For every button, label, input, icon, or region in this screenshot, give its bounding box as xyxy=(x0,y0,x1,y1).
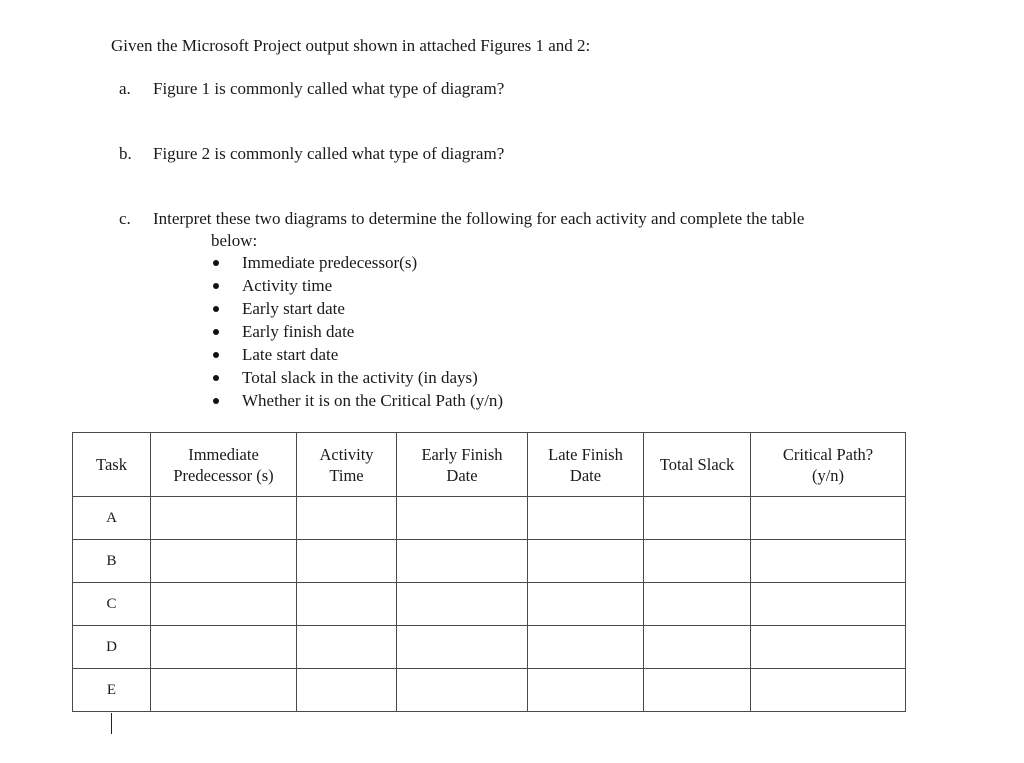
activity-time-cell[interactable] xyxy=(297,497,397,540)
total-slack-cell[interactable] xyxy=(644,583,751,626)
table-row xyxy=(73,497,906,540)
list-item: Late start date xyxy=(211,345,503,368)
task-cell: E xyxy=(73,669,151,712)
table-row xyxy=(73,669,906,712)
header-activity-time: Activity Time xyxy=(297,433,397,497)
early-finish-cell[interactable] xyxy=(397,626,528,669)
answer-table xyxy=(72,432,906,712)
intro-text: Given the Microsoft Project output shown in attached Figures 1 and 2: xyxy=(111,36,591,55)
total-slack-cell[interactable] xyxy=(644,540,751,583)
activity-time-cell[interactable] xyxy=(297,583,397,626)
question-a-text: Figure 1 is commonly called what type of diagram? xyxy=(153,79,505,98)
task-cell: A xyxy=(73,497,151,540)
task-cell: C xyxy=(73,583,151,626)
critical-path-cell[interactable] xyxy=(751,583,906,626)
header-early-finish: Early Finish Date xyxy=(397,433,528,497)
predecessor-cell[interactable] xyxy=(151,583,297,626)
question-a-letter: a. xyxy=(119,79,131,98)
list-item: Activity time xyxy=(211,276,503,299)
total-slack-cell[interactable] xyxy=(644,626,751,669)
total-slack-cell[interactable] xyxy=(644,497,751,540)
task-cell: B xyxy=(73,540,151,583)
activity-time-cell[interactable] xyxy=(297,540,397,583)
question-c-text: Interpret these two diagrams to determine the following for each activity and complete the table xyxy=(153,209,805,228)
question-c-continuation: below: xyxy=(211,231,258,250)
total-slack-cell[interactable] xyxy=(644,669,751,712)
predecessor-cell[interactable] xyxy=(151,497,297,540)
question-c-letter: c. xyxy=(119,209,131,228)
activity-time-cell[interactable] xyxy=(297,626,397,669)
predecessor-cell[interactable] xyxy=(151,669,297,712)
critical-path-cell[interactable] xyxy=(751,540,906,583)
header-task: Task xyxy=(73,433,151,497)
list-item: Whether it is on the Critical Path (y/n) xyxy=(211,391,503,414)
late-finish-cell[interactable] xyxy=(528,540,644,583)
task-cell: D xyxy=(73,626,151,669)
early-finish-cell[interactable] xyxy=(397,583,528,626)
late-finish-cell[interactable] xyxy=(528,669,644,712)
text-cursor xyxy=(111,713,112,734)
list-item: Immediate predecessor(s) xyxy=(211,253,503,276)
requirements-list xyxy=(211,253,503,414)
table-row xyxy=(73,540,906,583)
predecessor-cell[interactable] xyxy=(151,626,297,669)
late-finish-cell[interactable] xyxy=(528,583,644,626)
table-row xyxy=(73,583,906,626)
header-immediate-predecessor: Immediate Predecessor (s) xyxy=(151,433,297,497)
question-b-letter: b. xyxy=(119,144,132,163)
activity-time-cell[interactable] xyxy=(297,669,397,712)
early-finish-cell[interactable] xyxy=(397,540,528,583)
early-finish-cell[interactable] xyxy=(397,497,528,540)
table-row xyxy=(73,626,906,669)
list-item: Total slack in the activity (in days) xyxy=(211,368,503,391)
header-total-slack: Total Slack xyxy=(644,433,751,497)
predecessor-cell[interactable] xyxy=(151,540,297,583)
critical-path-cell[interactable] xyxy=(751,669,906,712)
early-finish-cell[interactable] xyxy=(397,669,528,712)
question-b-text: Figure 2 is commonly called what type of diagram? xyxy=(153,144,505,163)
header-late-finish: Late Finish Date xyxy=(528,433,644,497)
critical-path-cell[interactable] xyxy=(751,626,906,669)
list-item: Early start date xyxy=(211,299,503,322)
late-finish-cell[interactable] xyxy=(528,626,644,669)
table-header-row xyxy=(73,433,906,497)
late-finish-cell[interactable] xyxy=(528,497,644,540)
critical-path-cell[interactable] xyxy=(751,497,906,540)
list-item: Early finish date xyxy=(211,322,503,345)
header-critical-path: Critical Path? (y/n) xyxy=(751,433,906,497)
